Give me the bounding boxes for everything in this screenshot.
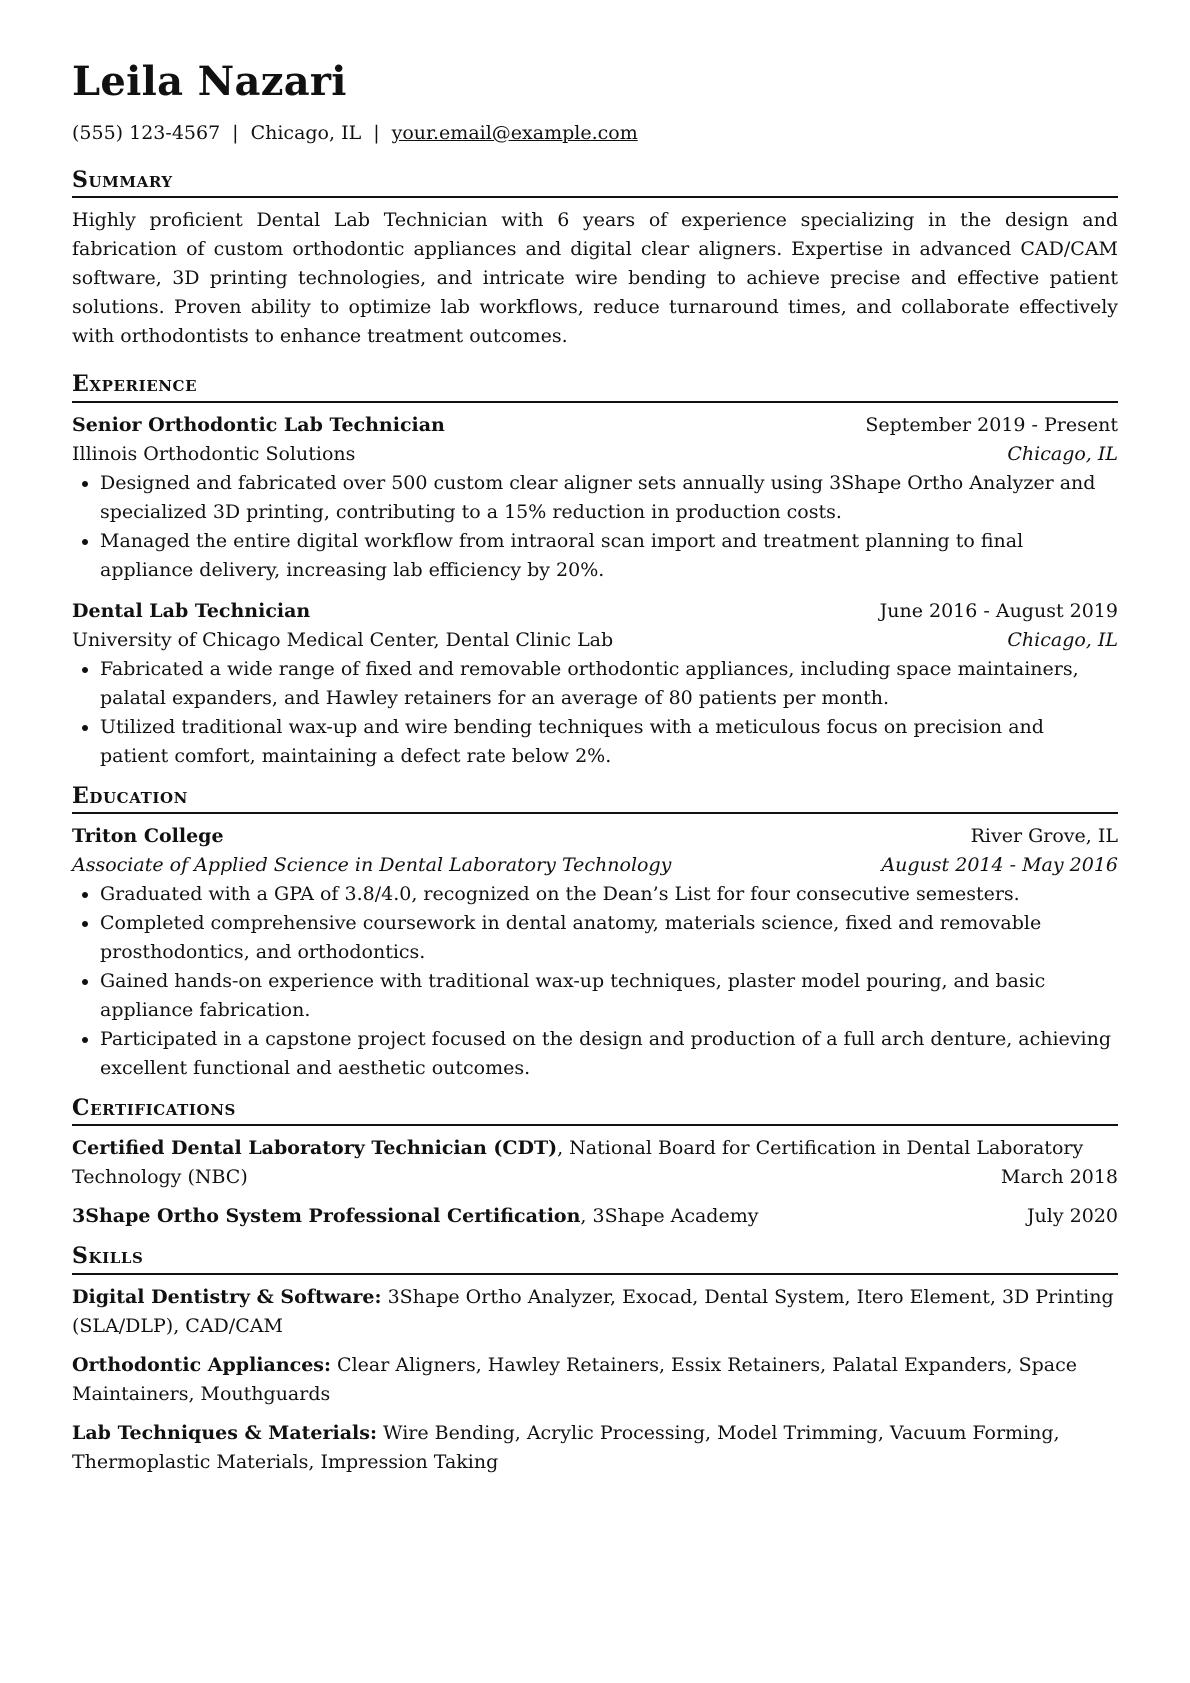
skill-values: Wire Bending, Acrylic Processing, Model Trimming, Vacuum Forming, Thermoplastic Materials, Impression Taking — [72, 1421, 1060, 1473]
certifications-heading: Certifications — [72, 1095, 1118, 1126]
certification-issuer: , 3Shape Academy — [580, 1205, 759, 1228]
job-company: Illinois Orthodontic Solutions — [72, 442, 356, 465]
contact-separator: | — [373, 122, 380, 144]
certification-item — [72, 1202, 1118, 1231]
education-header — [72, 822, 1118, 851]
bullet-item: • Managed the entire digital workflow from intraoral scan import and treatment planning to final appliance delivery, increasing lab efficiency by 20%. — [100, 527, 1118, 585]
bullet-item: • Graduated with a GPA of 3.8/4.0, recognized on the Dean’s List for four consecutive semesters. — [100, 880, 1118, 909]
summary-text: Highly proficient Dental Lab Technician with 6 years of experience specializing in the design and fabrication of custom orthodontic appliances and digital clear aligners. Expertise in advanced CAD/CAM software, 3D printing technologies, and intricate wire bending to achieve precise and effective patient solutions. Proven ability to optimize lab workflows, reduce turnaround times, and collaborate effectively with orthodontists to enhance treatment outcomes. — [72, 209, 1118, 348]
education-heading: Education — [72, 783, 1118, 814]
job-bullets — [72, 469, 1118, 585]
certification-item — [72, 1134, 1118, 1192]
bullet-item: • Utilized traditional wax-up and wire bending techniques with a meticulous focus on precision and patient comfort, maintaining a defect rate below 2%. — [100, 713, 1118, 771]
certification-name: Certified Dental Laboratory Technician (CDT) — [72, 1137, 558, 1160]
skill-label: Orthodontic Appliances: — [72, 1353, 332, 1376]
job-entry — [72, 411, 1118, 585]
job-role: Senior Orthodontic Lab Technician — [72, 413, 445, 436]
email-link[interactable]: your.email@example.com — [391, 122, 638, 144]
job-header — [72, 411, 1118, 440]
contact-line — [72, 122, 1118, 145]
school-name: Triton College — [72, 824, 224, 847]
certification-name: 3Shape Ortho System Professional Certification — [72, 1205, 581, 1228]
skill-group — [72, 1283, 1118, 1341]
certification-date: March 2018 — [1000, 1166, 1118, 1189]
bullet-item: • Gained hands-on experience with traditional wax-up techniques, plaster model pouring, and basic appliance fabrication. — [100, 967, 1118, 1025]
education-entry — [72, 822, 1118, 1083]
job-subheader — [72, 440, 1118, 469]
bullet-item: • Fabricated a wide range of fixed and removable orthodontic appliances, including space maintainers, palatal expanders, and Hawley retainers for an average of 80 patients per month. — [100, 655, 1118, 713]
education-subheader — [72, 851, 1118, 880]
job-subheader — [72, 626, 1118, 655]
experience-heading: Experience — [72, 371, 1118, 402]
summary-heading: Summary — [72, 167, 1118, 198]
skills-list — [72, 1283, 1118, 1477]
skill-values: Clear Aligners, Hawley Retainers, Essix Retainers, Palatal Expanders, Space Maintainers, Mouthguards — [72, 1353, 1077, 1405]
skill-label: Lab Techniques & Materials: — [72, 1421, 377, 1444]
certifications-list — [72, 1134, 1118, 1231]
contact-location: Chicago, IL — [250, 122, 362, 144]
skills-heading: Skills — [72, 1243, 1118, 1274]
skill-values: 3Shape Ortho Analyzer, Exocad, Dental System, Itero Element, 3D Printing (SLA/DLP), CAD/CAM — [72, 1285, 1114, 1337]
job-location: Chicago, IL — [1007, 442, 1118, 465]
certification-issuer: , National Board for Certification in Dental Laboratory Technology (NBC) — [72, 1137, 1084, 1189]
job-entry — [72, 597, 1118, 771]
phone-number: (555) 123-4567 — [72, 122, 221, 144]
skill-label: Digital Dentistry & Software: — [72, 1285, 382, 1308]
education-dates: August 2014 - May 2016 — [881, 853, 1118, 876]
contact-separator: | — [232, 122, 239, 144]
skill-group — [72, 1419, 1118, 1477]
job-header — [72, 597, 1118, 626]
job-company: University of Chicago Medical Center, Dental Clinic Lab — [72, 628, 614, 651]
bullet-item: • Designed and fabricated over 500 custom clear aligner sets annually using 3Shape Ortho Analyzer and specialized 3D printing, contributing to a 15% reduction in production costs. — [100, 469, 1118, 527]
job-role: Dental Lab Technician — [72, 599, 311, 622]
degree-name: Associate of Applied Science in Dental Laboratory Technology — [72, 853, 672, 876]
school-location: River Grove, IL — [970, 824, 1118, 847]
job-dates: June 2016 - August 2019 — [879, 599, 1118, 622]
candidate-name: Leila Nazari — [72, 58, 347, 105]
bullet-item: • Participated in a capstone project focused on the design and production of a full arch denture, achieving excellent functional and aesthetic outcomes. — [100, 1025, 1118, 1083]
job-location: Chicago, IL — [1007, 628, 1118, 651]
job-dates: September 2019 - Present — [865, 413, 1118, 436]
job-bullets — [72, 655, 1118, 771]
skill-group — [72, 1351, 1118, 1409]
bullet-item: • Completed comprehensive coursework in dental anatomy, materials science, fixed and removable prosthodontics, and orthodontics. — [100, 909, 1118, 967]
certification-date: July 2020 — [1026, 1205, 1118, 1228]
education-bullets — [72, 880, 1118, 1083]
